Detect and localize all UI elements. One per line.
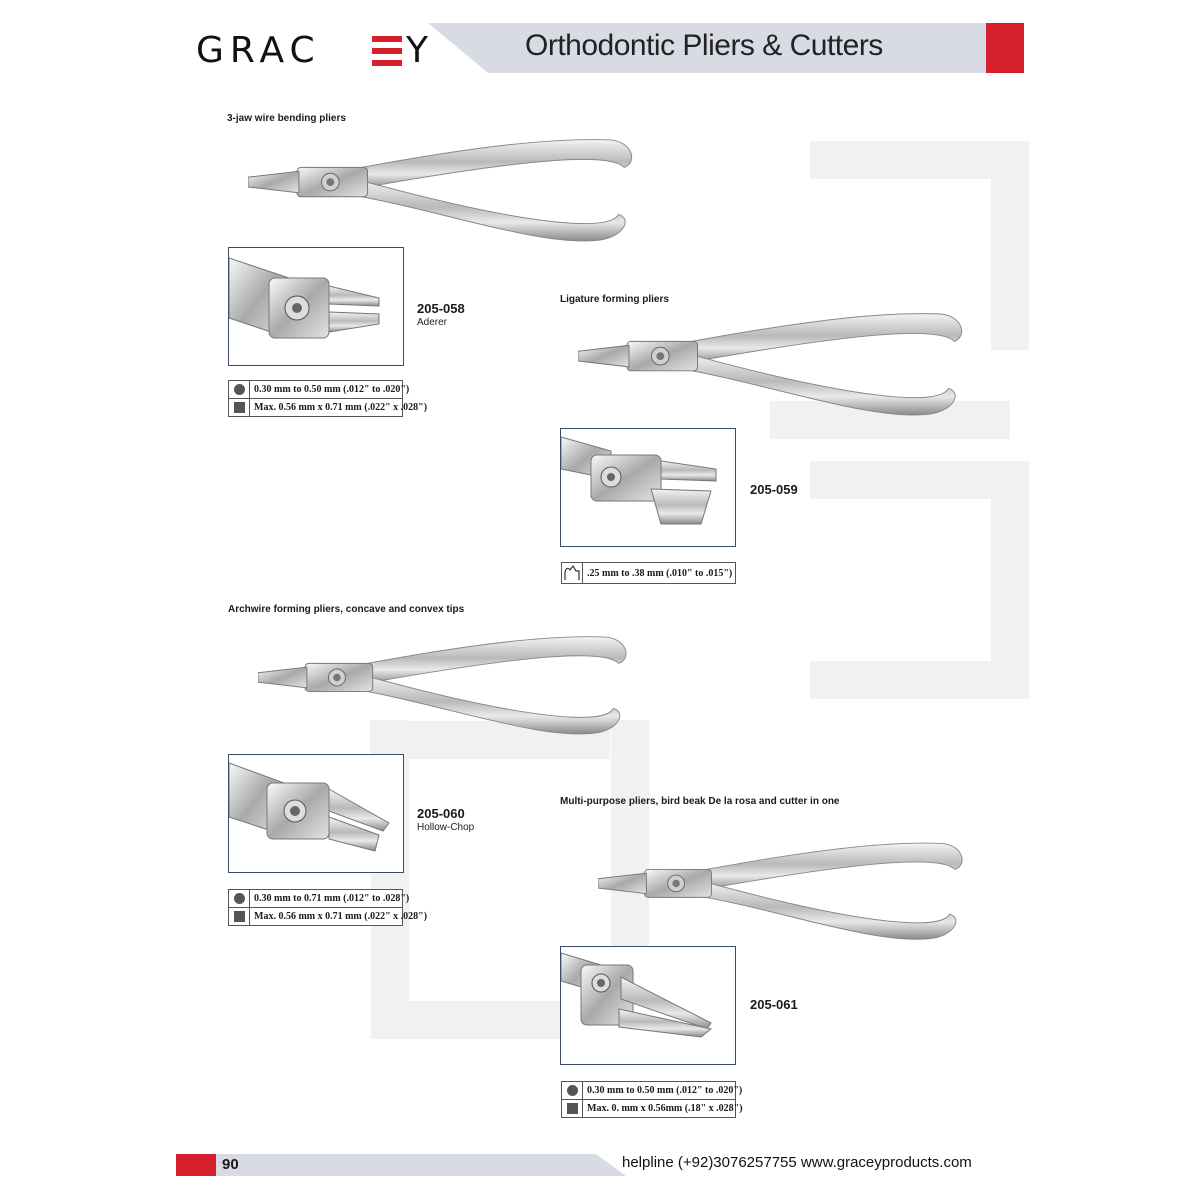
spec-row [229,381,410,399]
product-code-205-061: 205-061 [750,997,798,1012]
circle-wire-icon [229,381,250,398]
circle-wire-icon [562,1082,583,1099]
spec-row [562,1100,743,1117]
svg-text:Y: Y [406,30,428,70]
product-code-205-060: 205-060 [417,806,465,821]
detail-image-205-061 [560,946,736,1065]
header-accent [986,23,1024,73]
spec-text: 0.30 mm to 0.71 mm (.012" to .028") [254,893,410,904]
product-code-205-058: 205-058 [417,301,465,316]
spec-row [562,1082,743,1100]
ligature-wire-icon [562,563,583,583]
footer-contact: helpline (+92)3076257755 www.graceyproducts.com [622,1154,972,1171]
spec-text: Max. 0. mm x 0.56mm (.18" x .028") [587,1103,743,1114]
footer-accent [176,1154,216,1176]
product-title-205-060: Archwire forming pliers, concave and convex tips [228,604,465,615]
plier-image-205-061 [598,820,970,958]
spec-row [229,399,428,416]
product-title-205-058: 3-jaw wire bending pliers [227,113,346,124]
plier-image-205-060 [258,622,634,748]
spec-text: 0.30 mm to 0.50 mm (.012" to .020") [587,1085,743,1096]
plier-image-205-058 [248,112,640,260]
spec-text: Max. 0.56 mm x 0.71 mm (.022" x .028") [254,402,428,413]
square-wire-icon [562,1100,583,1117]
square-wire-icon [229,399,250,416]
detail-image-205-060 [228,754,404,873]
gracey-logo [196,28,436,70]
spec-row [229,890,410,908]
circle-wire-icon [229,890,250,907]
detail-image-205-058 [228,247,404,366]
square-wire-icon [229,908,250,925]
spec-text: Max. 0.56 mm x 0.71 mm (.022" x .028") [254,911,428,922]
product-title-205-059: Ligature forming pliers [560,294,669,305]
product-title-205-061: Multi-purpose pliers, bird beak De la rosa and cutter in one [560,796,840,807]
spec-table-205-058 [228,380,428,417]
spec-table-205-060 [228,889,428,926]
product-code-205-059: 205-059 [750,482,798,497]
spec-table-205-061 [561,1081,743,1118]
page-title: Orthodontic Pliers & Cutters [525,29,883,62]
detail-image-205-059 [560,428,736,547]
product-subtitle-205-060: Hollow-Chop [417,822,475,833]
spec-text: .25 mm to .38 mm (.010" to .015") [587,567,733,579]
plier-image-205-059 [578,288,970,436]
spec-row [229,908,428,925]
spec-table-205-059 [561,562,736,584]
product-subtitle-205-058: Aderer [417,317,448,328]
page-number: 90 [222,1156,239,1173]
spec-text: 0.30 mm to 0.50 mm (.012" to .020") [254,384,410,395]
spec-row [562,563,735,583]
svg-text:GRAC: GRAC [196,30,321,70]
